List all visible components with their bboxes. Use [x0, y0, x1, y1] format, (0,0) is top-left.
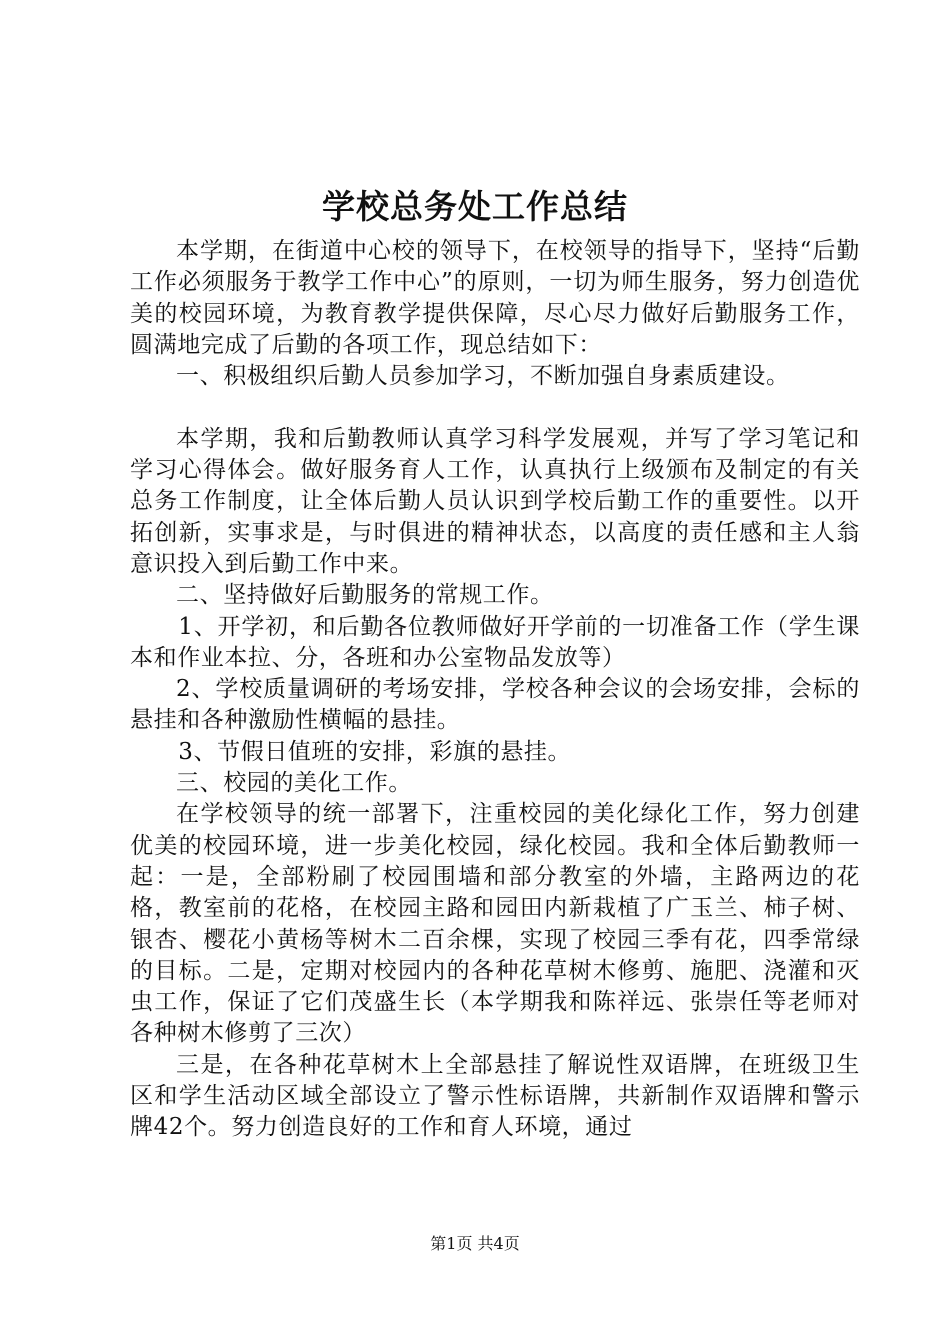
- paragraph-signs: 三是，在各种花草树木上全部悬挂了解说性双语牌，在班级卫生区和学生活动区域全部设立了警示性标语牌，共新制作双语牌和警示牌42个。努力创造良好的工作和育人环境，通过: [130, 1051, 860, 1141]
- heading-section-1: 一、积极组织后勤人员参加学习，不断加强自身素质建设。: [176, 363, 790, 390]
- document-body: [130, 236, 860, 1144]
- heading-section-3: 三、校园的美化工作。: [176, 770, 412, 797]
- document-title: 学校总务处工作总结: [322, 187, 628, 226]
- list-item-3: 3、节假日值班的安排，彩旗的悬挂。: [178, 738, 572, 765]
- heading-section-2: 二、坚持做好后勤服务的常规工作。: [176, 582, 554, 609]
- paragraph-beautify: 在学校领导的统一部署下，注重校园的美化绿化工作，努力创建优美的校园环境，进一步美化校园，绿化校园。我和全体后勤教师一起：一是，全部粉刷了校园围墙和部分教室的外墙，主路两边的花格，教室前的花格，在校园主路和园田内新栽植了广玉兰、柿子树、银杏、樱花小黄杨等树木二百余棵，实现了校园三季有花，四季常绿的目标。二是，定期对校园内的各种花草树木修剪、施肥、浇灌和灭虫工作，保证了它们茂盛生长（本学期我和陈祥远、张崇任等老师对各种树木修剪了三次）: [130, 801, 860, 1047]
- paragraph-study: 本学期，我和后勤教师认真学习科学发展观，并写了学习笔记和学习心得体会。做好服务育人工作，认真执行上级颁布及制定的有关总务工作制度，让全体后勤人员认识到学校后勤工作的重要性。以开拓创新，实事求是，与时俱进的精神状态，以高度的责任感和主人翁意识投入到后勤工作中来。: [130, 425, 860, 577]
- list-item-1: 1、开学初，和后勤各位教师做好开学前的一切准备工作（学生课本和作业本拉、分，各班和办公室物品发放等）: [130, 613, 860, 671]
- paragraph-intro: 本学期，在街道中心校的领导下，在校领导的指导下，坚持“后勤工作必须服务于教学工作中心”的原则，一切为师生服务，努力创造优美的校园环境，为教育教学提供保障，尽心尽力做好后勤服务工作，圆满地完成了后勤的各项工作，现总结如下：: [130, 238, 860, 358]
- blank-line: [130, 392, 860, 423]
- list-item-2: 2、学校质量调研的考场安排，学校各种会议的会场安排，会标的悬挂和各种激励性横幅的悬挂。: [130, 676, 860, 734]
- page-number: 第1页 共4页: [430, 1234, 520, 1253]
